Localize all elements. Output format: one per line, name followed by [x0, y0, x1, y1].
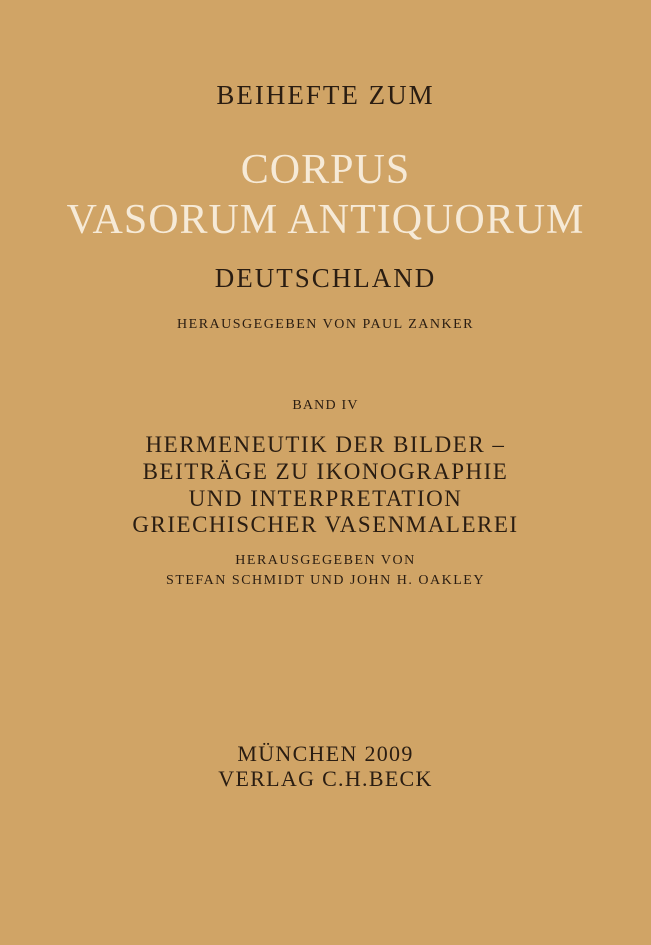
editors-label: HERAUSGEGEBEN VON	[235, 553, 416, 568]
series-country: DEUTSCHLAND	[214, 263, 437, 293]
book-title-line-1: HERMENEUTIK DER BILDER –	[145, 432, 506, 457]
imprint-publisher: VERLAG C.H.BECK	[218, 766, 433, 791]
series-intro: BEIHEFTE ZUM	[216, 80, 435, 110]
book-title-line-4: GRIECHISCHER VASENMALEREI	[132, 512, 519, 537]
book-title-line-2: BEITRÄGE ZU IKONOGRAPHIE	[142, 459, 509, 484]
imprint-place-year: MÜNCHEN 2009	[237, 741, 414, 766]
series-editor: HERAUSGEGEBEN VON PAUL ZANKER	[177, 317, 474, 332]
book-title-line-3: UND INTERPRETATION	[188, 486, 463, 511]
volume-number: BAND IV	[292, 398, 359, 413]
editors-names: STEFAN SCHMIDT UND JOHN H. OAKLEY	[166, 573, 485, 588]
series-title-line-2: VASORUM ANTIQUORUM	[66, 197, 585, 243]
series-title-line-1: CORPUS	[240, 147, 411, 193]
